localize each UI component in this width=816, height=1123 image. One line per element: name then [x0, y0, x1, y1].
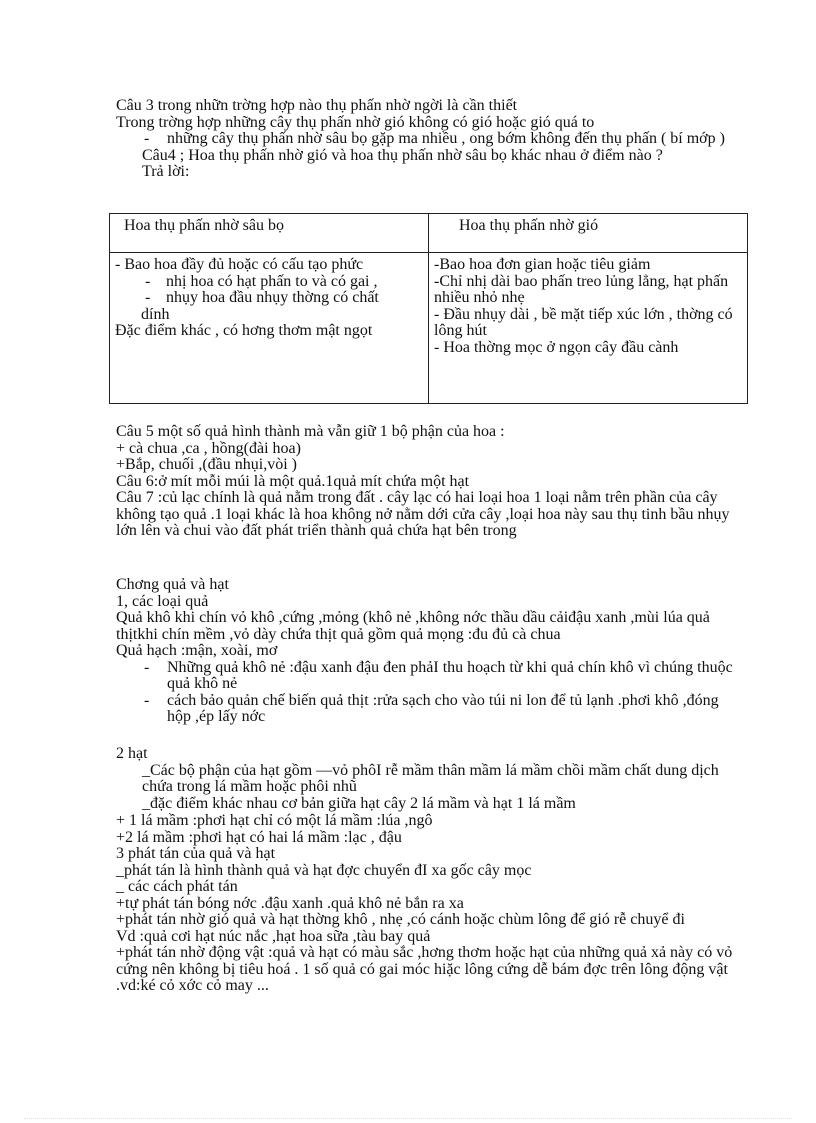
seeds-section: [116, 746, 746, 812]
paragraph-line: Vd :quả cơi hạt núc nắc ,hạt hoa sữa ,tàu bay quả: [116, 927, 431, 945]
paragraph: _đặc điểm khác nhau cơ bản giữa hạt cây 2 lá mầm và hạt 1 lá mầm: [142, 794, 576, 812]
cell-line: -Bao hoa đơn gian hoặc tiêu giảm: [434, 256, 651, 273]
cell-line: - Hoa thờng mọc ở ngọn cây đầu cành: [434, 338, 679, 356]
bullet-text: cách bảo quản chế biến quả thịt :rửa sạch cho vào túi ni lon để tủ lạnh .phơi khô ,đóng hộp ,ép lấy nớc: [167, 691, 719, 725]
table-header-insect: Hoa thụ phấn nhờ sâu bọ: [110, 214, 429, 253]
paragraph-line: Trong trờng hợp những cây thụ phấn nhờ gió không có gió hoặc gió quá to: [116, 113, 595, 131]
paragraph-line: + 1 lá mầm :phơi hạt chỉ có một lá mầm :lúa ,ngô: [116, 812, 433, 829]
dash-bullet: -: [144, 130, 150, 147]
cell-line: - Bao hoa đầy đủ hoặc có cấu tạo phức: [115, 256, 364, 273]
table-row: [110, 253, 748, 404]
table-cell-wind: [429, 253, 748, 404]
paragraph-line: _ các cách phát tán: [116, 878, 238, 895]
paragraph: +phát tán nhờ gió quả và hạt thờng khô , nhẹ ,có cánh hoặc chùm lông để gió rễ chuyể đi: [116, 911, 685, 928]
answer-label: Trả lời:: [142, 163, 190, 180]
bullet-text: Những quả khô nẻ :đậu xanh đậu đen phảI thu hoạch từ khi quả chín khô vì chúng thuộc quả khô nẻ: [167, 658, 733, 692]
bullet-item: [116, 660, 746, 693]
paragraph-line: + cà chua ,ca , hồng(đài hoa): [116, 439, 301, 457]
cell-bullet-text: nhị hoa có hạt phấn to và có gai ,: [166, 272, 378, 290]
table-cell-insect: [110, 253, 429, 404]
dash-bullet: -: [144, 658, 150, 676]
comparison-table: [109, 213, 748, 404]
section-heading: 3 phát tán của quả và hạt: [116, 845, 276, 862]
questions-5-7: [116, 424, 746, 540]
section-heading: 2 hạt: [116, 745, 148, 762]
question-5-line: Câu 5 một số quả hình thành mà vẫn giữ 1 bộ phận của hoa :: [116, 423, 505, 440]
table-header-row: [110, 214, 748, 253]
cell-line: Đặc điểm khác , có hơng thơm mật ngọt: [115, 322, 373, 339]
paragraph-line: +Bắp, chuối ,(đầu nhụi,vòi ): [116, 456, 297, 473]
cell-bullet: [115, 290, 424, 307]
dash-bullet: -: [145, 289, 151, 306]
cell-bullet: [115, 274, 424, 291]
paragraph: +phát tán nhờ động vật :quả và hạt có màu sắc ,hơng thơm hoặc hạt của những quả xả này có vỏ cứng nên không bị tiêu hoá . 1 số quả có gai móc hiặc lông cứng dễ bám đợc trên lông động vật .vd:ké cỏ xớc cỏ may ...: [116, 944, 733, 994]
dispersal-section: [116, 813, 746, 995]
chapter-fruits-seeds: [116, 577, 746, 726]
cell-bullet-text: nhụy hoa đầu nhụy thờng có chất: [166, 289, 379, 306]
paragraph-line: +2 lá mầm :phơi hạt có hai lá mầm :lạc , đậu: [116, 828, 402, 846]
cell-line: -Chỉ nhị dài bao phấn treo lủng lẳng, hạt phấn nhiều nhỏ nhẹ: [434, 272, 729, 306]
question-3-line: Câu 3 trong nhữn trờng hợp nào thụ phấn nhờ ngời là cần thiết: [116, 97, 518, 114]
chapter-heading: Chơng quả và hạt: [116, 576, 229, 593]
paragraph: Quả khô khi chín vỏ khô ,cứng ,mỏng (khô nẻ ,không nớc thầu dầu cảiđậu xanh ,mùi lúa quả thịtkhi chín mềm ,vỏ dày chứa thịt quả gồm quả mọng :đu đủ cà chua: [116, 609, 710, 643]
section-heading: 1, các loại quả: [116, 592, 209, 610]
top-section: [116, 98, 746, 181]
table-header-wind: Hoa thụ phấn nhờ gió: [429, 214, 748, 253]
page-bottom-rule: [24, 1118, 792, 1119]
dash-bullet: -: [145, 272, 151, 290]
bullet-text: những cây thụ phấn nhờ sâu bọ gặp ma nhiều , ong bớm không đến thụ phấn ( bí mớp ): [167, 130, 725, 147]
bullet-item: [116, 131, 746, 148]
cell-line: dính: [141, 305, 170, 323]
paragraph-line: +tự phát tán bóng nớc .đậu xanh .quả khô nẻ bắn ra xa: [116, 894, 464, 912]
paragraph-line: _phát tán là hình thành quả và hạt đợc chuyển đI xa gốc cây mọc: [116, 861, 532, 879]
question-6-line: Câu 6:ở mít mỗi múi là một quả.1quả mít chứa một hạt: [116, 472, 470, 490]
cell-line: - Đầu nhụy dài , bề mặt tiếp xúc lớn , thờng có lông hút: [434, 305, 733, 339]
paragraph-line: Quả hạch :mận, xoài, mơ: [116, 642, 278, 659]
bullet-item: [116, 693, 746, 726]
paragraph: _Các bộ phận của hạt gồm —vỏ phôI rễ mầm thân mầm lá mầm chồi mầm chất dung dịch chứa trong lá mầm hoặc phôi nhũ: [142, 761, 719, 795]
dash-bullet: -: [144, 691, 150, 709]
question-4-line: Câu4 ; Hoa thụ phấn nhờ gió và hoa thụ phấn nhờ sâu bọ khác nhau ở điểm nào ?: [142, 146, 663, 164]
question-7-paragraph: Câu 7 :củ lạc chính là quả nằm trong đất . cây lạc có hai loại hoa 1 loại nằm trên phần của cây không tạo quả .1 loại khác là hoa không nở nằm dới cửa cây ,loại hoa này sau thụ tinh bầu nhụy lớn lên và chui vào đất phát triển thành quả chứa hạt bên trong: [116, 489, 730, 539]
